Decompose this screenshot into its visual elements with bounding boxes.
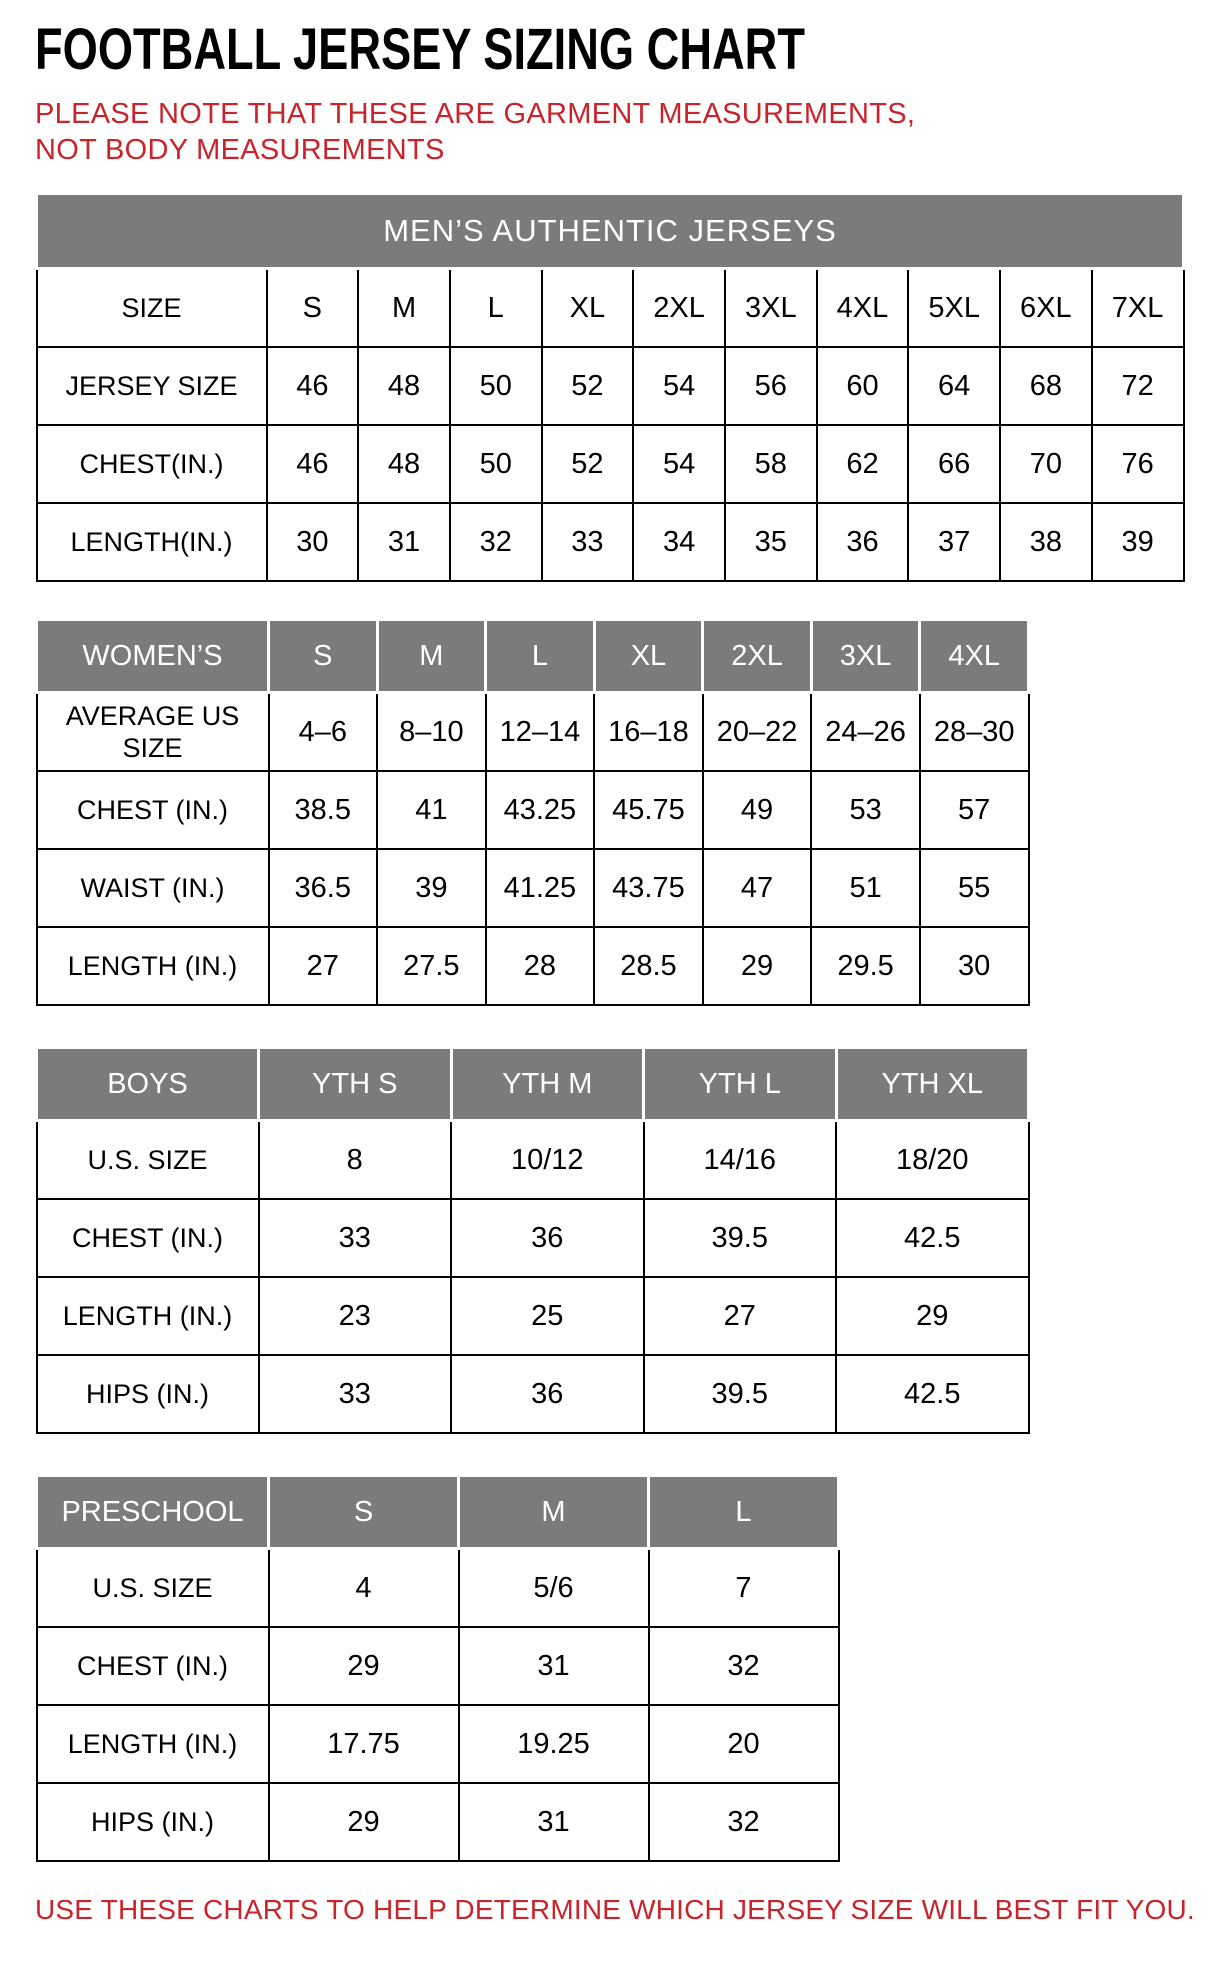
womens-header-label: WOMEN’S: [37, 620, 269, 693]
table-row: [37, 1627, 839, 1705]
cell: 3XL: [725, 269, 817, 348]
cell: 48: [358, 347, 450, 425]
cell: 33: [259, 1355, 452, 1433]
header-row: [37, 1476, 839, 1549]
cell: 62: [817, 425, 909, 503]
cell: 35: [725, 503, 817, 581]
boys-table: [35, 1046, 1030, 1434]
cell: M: [358, 269, 450, 348]
cell: 37: [908, 503, 1000, 581]
cell: 27: [269, 927, 378, 1005]
cell: 29: [703, 927, 812, 1005]
mens-authentic-jerseys-table: [35, 192, 1185, 582]
cell: 10/12: [451, 1121, 644, 1200]
cell: 23: [259, 1277, 452, 1355]
header-cell: YTH S: [259, 1048, 452, 1121]
header-cell: M: [377, 620, 486, 693]
row-label: JERSEY SIZE: [37, 347, 267, 425]
cell: 20: [649, 1705, 839, 1783]
cell: 60: [817, 347, 909, 425]
cell: 47: [703, 849, 812, 927]
cell: 32: [450, 503, 542, 581]
cell: 29: [269, 1627, 459, 1705]
header-cell: S: [269, 1476, 459, 1549]
cell: 45.75: [594, 771, 703, 849]
row-label: HIPS (IN.): [37, 1355, 259, 1433]
cell: 2XL: [633, 269, 725, 348]
cell: 4–6: [269, 693, 378, 772]
page-title: [35, 18, 1185, 82]
table-row: [37, 927, 1029, 1005]
cell: 58: [725, 425, 817, 503]
cell: 39: [377, 849, 486, 927]
cell: 39.5: [644, 1355, 837, 1433]
boys-sizing-table-container: [35, 1046, 1030, 1434]
table-row: [37, 849, 1029, 927]
cell: 27.5: [377, 927, 486, 1005]
cell: 50: [450, 347, 542, 425]
cell: 51: [811, 849, 920, 927]
cell: 29: [269, 1783, 459, 1861]
cell: 36: [451, 1199, 644, 1277]
cell: 76: [1092, 425, 1184, 503]
cell: 39: [1092, 503, 1184, 581]
cell: 38: [1000, 503, 1092, 581]
page-title-text: FOOTBALL JERSEY SIZING CHART: [35, 17, 805, 82]
table-row: [37, 1705, 839, 1783]
cell: 7XL: [1092, 269, 1184, 348]
row-label: HIPS (IN.): [37, 1783, 269, 1861]
footer-note: USE THESE CHARTS TO HELP DETERMINE WHICH JERSEY SIZE WILL BEST FIT YOU.: [35, 1894, 1195, 1926]
cell: 30: [920, 927, 1029, 1005]
cell: 36: [451, 1355, 644, 1433]
preschool-table: [35, 1474, 840, 1862]
table-row: [37, 1199, 1029, 1277]
header-cell: 4XL: [920, 620, 1029, 693]
row-label: SIZE: [37, 269, 267, 348]
cell: 52: [542, 425, 634, 503]
row-label: LENGTH (IN.): [37, 1705, 269, 1783]
row-label: U.S. SIZE: [37, 1121, 259, 1200]
row-label: LENGTH (IN.): [37, 1277, 259, 1355]
cell: 36.5: [269, 849, 378, 927]
cell: 29.5: [811, 927, 920, 1005]
table-row: [37, 1355, 1029, 1433]
cell: 6XL: [1000, 269, 1092, 348]
cell: 53: [811, 771, 920, 849]
cell: 43.25: [486, 771, 595, 849]
preschool-sizing-table-container: [35, 1474, 840, 1862]
cell: 30: [267, 503, 359, 581]
cell: 36: [817, 503, 909, 581]
cell: 56: [725, 347, 817, 425]
table-row: [37, 1783, 839, 1861]
cell: 68: [1000, 347, 1092, 425]
cell: 48: [358, 425, 450, 503]
cell: 42.5: [836, 1199, 1029, 1277]
cell: 41: [377, 771, 486, 849]
header-cell: YTH M: [451, 1048, 644, 1121]
table-row: [37, 1277, 1029, 1355]
cell: 54: [633, 347, 725, 425]
cell: S: [267, 269, 359, 348]
banner-row: [37, 194, 1184, 269]
cell: 5XL: [908, 269, 1000, 348]
cell: 32: [649, 1783, 839, 1861]
cell: 52: [542, 347, 634, 425]
row-label: CHEST (IN.): [37, 1199, 259, 1277]
womens-sizing-table-container: [35, 618, 1030, 1006]
cell: 49: [703, 771, 812, 849]
table-row: [37, 771, 1029, 849]
cell: 5/6: [459, 1549, 649, 1628]
row-label: LENGTH(IN.): [37, 503, 267, 581]
row-label: CHEST (IN.): [37, 1627, 269, 1705]
header-cell: L: [486, 620, 595, 693]
header-cell: 3XL: [811, 620, 920, 693]
cell: 55: [920, 849, 1029, 927]
row-label: U.S. SIZE: [37, 1549, 269, 1628]
mens-authentic-jerseys-banner: MEN’S AUTHENTIC JERSEYS: [37, 194, 1184, 269]
table-row: [37, 1549, 839, 1628]
row-label: CHEST(IN.): [37, 425, 267, 503]
cell: 12–14: [486, 693, 595, 772]
cell: 20–22: [703, 693, 812, 772]
cell: 43.75: [594, 849, 703, 927]
header-cell: XL: [594, 620, 703, 693]
cell: 28.5: [594, 927, 703, 1005]
cell: 14/16: [644, 1121, 837, 1200]
cell: 42.5: [836, 1355, 1029, 1433]
cell: 18/20: [836, 1121, 1029, 1200]
garment-measurement-note: PLEASE NOTE THAT THESE ARE GARMENT MEASUREMENTS, NOT BODY MEASUREMENTS: [35, 97, 916, 167]
cell: 33: [259, 1199, 452, 1277]
row-label: LENGTH (IN.): [37, 927, 269, 1005]
cell: 28–30: [920, 693, 1029, 772]
cell: L: [450, 269, 542, 348]
womens-table: [35, 618, 1030, 1006]
row-label: AVERAGE US SIZE: [37, 693, 269, 772]
header-cell: YTH L: [644, 1048, 837, 1121]
row-label: CHEST (IN.): [37, 771, 269, 849]
table-row: [37, 425, 1184, 503]
cell: 72: [1092, 347, 1184, 425]
cell: 28: [486, 927, 595, 1005]
cell: 39.5: [644, 1199, 837, 1277]
cell: 19.25: [459, 1705, 649, 1783]
header-row: [37, 1048, 1029, 1121]
table-row: [37, 503, 1184, 581]
header-cell: S: [269, 620, 378, 693]
cell: 64: [908, 347, 1000, 425]
cell: 34: [633, 503, 725, 581]
cell: 31: [459, 1627, 649, 1705]
cell: 8: [259, 1121, 452, 1200]
cell: 31: [459, 1783, 649, 1861]
header-cell: YTH XL: [836, 1048, 1029, 1121]
cell: 16–18: [594, 693, 703, 772]
preschool-header-label: PRESCHOOL: [37, 1476, 269, 1549]
cell: 46: [267, 425, 359, 503]
table-row: [37, 693, 1029, 772]
cell: 38.5: [269, 771, 378, 849]
cell: 50: [450, 425, 542, 503]
header-cell: M: [459, 1476, 649, 1549]
cell: 29: [836, 1277, 1029, 1355]
cell: 17.75: [269, 1705, 459, 1783]
table-row: [37, 1121, 1029, 1200]
cell: 57: [920, 771, 1029, 849]
boys-header-label: BOYS: [37, 1048, 259, 1121]
cell: 31: [358, 503, 450, 581]
cell: 24–26: [811, 693, 920, 772]
cell: 41.25: [486, 849, 595, 927]
header-cell: 2XL: [703, 620, 812, 693]
cell: 27: [644, 1277, 837, 1355]
cell: 7: [649, 1549, 839, 1628]
cell: 46: [267, 347, 359, 425]
cell: XL: [542, 269, 634, 348]
header-cell: L: [649, 1476, 839, 1549]
table-row: [37, 347, 1184, 425]
cell: 25: [451, 1277, 644, 1355]
cell: 33: [542, 503, 634, 581]
cell: 4XL: [817, 269, 909, 348]
cell: 8–10: [377, 693, 486, 772]
mens-sizing-table-container: [35, 192, 1185, 582]
cell: 66: [908, 425, 1000, 503]
table-row: [37, 269, 1184, 348]
cell: 70: [1000, 425, 1092, 503]
cell: 32: [649, 1627, 839, 1705]
cell: 54: [633, 425, 725, 503]
header-row: [37, 620, 1029, 693]
cell: 4: [269, 1549, 459, 1628]
row-label: WAIST (IN.): [37, 849, 269, 927]
